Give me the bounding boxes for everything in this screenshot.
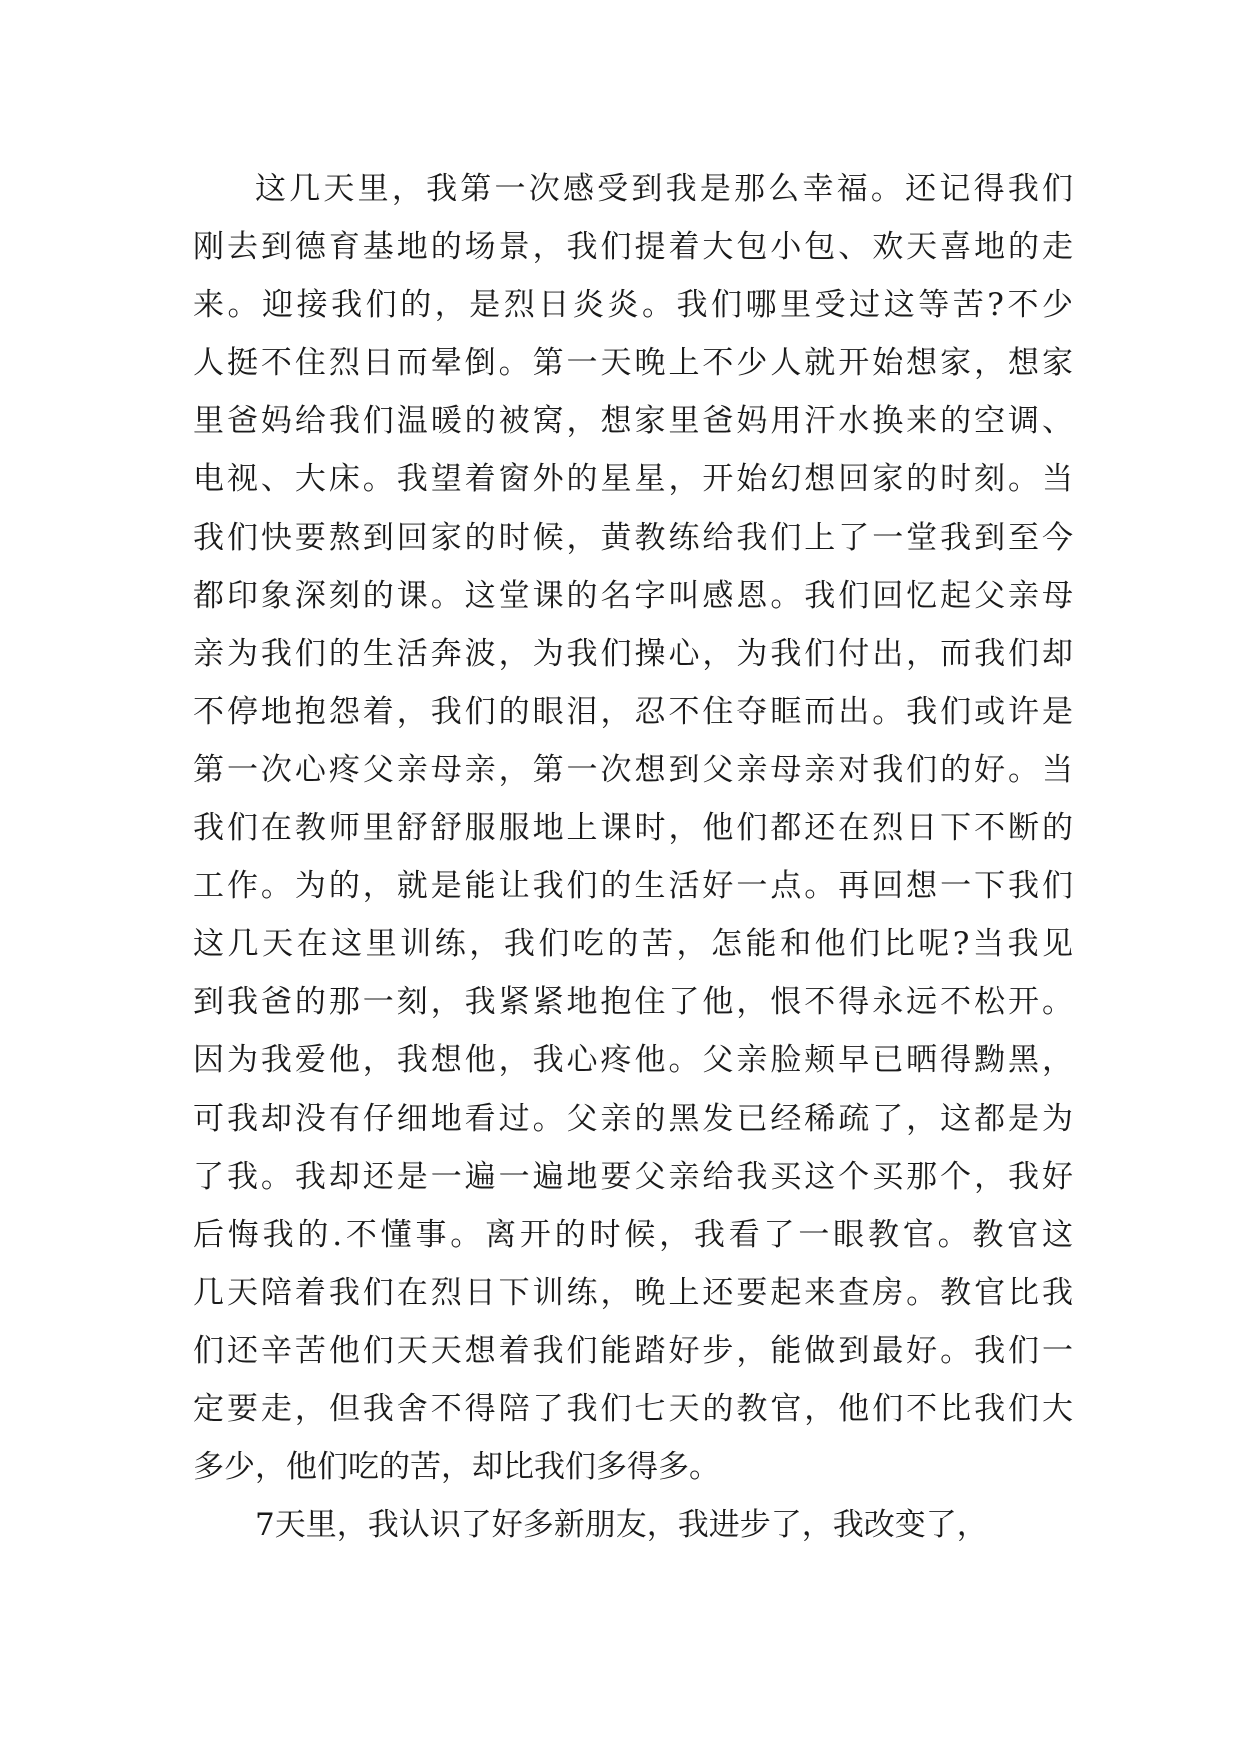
paragraph-line: 都印象深刻的课。这堂课的名字叫感恩。我们回忆起父亲母 [193, 577, 1073, 614]
paragraph-line: 刚去到德育基地的场景，我们提着大包小包、欢天喜地的走 [193, 229, 1073, 266]
paragraph-line: 第一次心疼父亲母亲，第一次想到父亲母亲对我们的好。当 [193, 751, 1073, 788]
paragraph-line: 工作。为的，就是能让我们的生活好一点。再回想一下我们 [193, 868, 1073, 905]
paragraph-first-line: 这几天里，我第一次感受到我是那么幸福。还记得我们 [255, 171, 1073, 207]
paragraph-line: 后悔我的.不懂事。离开的时候，我看了一眼教官。教官这 [193, 1216, 1073, 1253]
paragraph-line: 定要走，但我舍不得陪了我们七天的教官，他们不比我们大 [193, 1390, 1073, 1427]
paragraph-line: 多少，他们吃的苦，却比我们多得多。 [193, 1449, 720, 1486]
paragraph-line: 到我爸的那一刻，我紧紧地抱住了他，恨不得永远不松开。 [193, 984, 1073, 1021]
paragraph-line: 们还辛苦他们天天想着我们能踏好步，能做到最好。我们一 [193, 1332, 1073, 1369]
paragraph-line: 我们在教师里舒舒服服地上课时，他们都还在烈日下不断的 [193, 810, 1073, 847]
body-text [193, 160, 1073, 1554]
paragraph-line: 可我却没有仔细地看过。父亲的黑发已经稀疏了，这都是为 [193, 1100, 1073, 1137]
paragraph-line: 这几天在这里训练，我们吃的苦，怎能和他们比呢?当我见 [193, 926, 1073, 963]
paragraph-line: 电视、大床。我望着窗外的星星，开始幻想回家的时刻。当 [193, 461, 1073, 498]
paragraph-line: 因为我爱他，我想他，我心疼他。父亲脸颊早已晒得黝黑， [193, 1042, 1073, 1079]
paragraph-line: 来。迎接我们的，是烈日炎炎。我们哪里受过这等苦?不少 [193, 287, 1073, 324]
paragraph-line: 了我。我却还是一遍一遍地要父亲给我买这个买那个，我好 [193, 1158, 1073, 1195]
paragraph-line: 不停地抱怨着，我们的眼泪，忍不住夺眶而出。我们或许是 [193, 693, 1073, 730]
paragraph-line: 人挺不住烈日而晕倒。第一天晚上不少人就开始想家，想家 [193, 345, 1073, 382]
paragraph-line: 几天陪着我们在烈日下训练，晚上还要起来查房。教官比我 [193, 1274, 1073, 1311]
paragraph-line: 我们快要熬到回家的时候，黄教练给我们上了一堂我到至今 [193, 519, 1073, 556]
paragraph-first-line: 7天里，我认识了好多新朋友，我进步了，我改变了， [255, 1507, 988, 1544]
paragraph-line: 里爸妈给我们温暖的被窝，想家里爸妈用汗水换来的空调、 [193, 403, 1073, 440]
paragraph-line: 亲为我们的生活奔波，为我们操心，为我们付出，而我们却 [193, 635, 1073, 672]
